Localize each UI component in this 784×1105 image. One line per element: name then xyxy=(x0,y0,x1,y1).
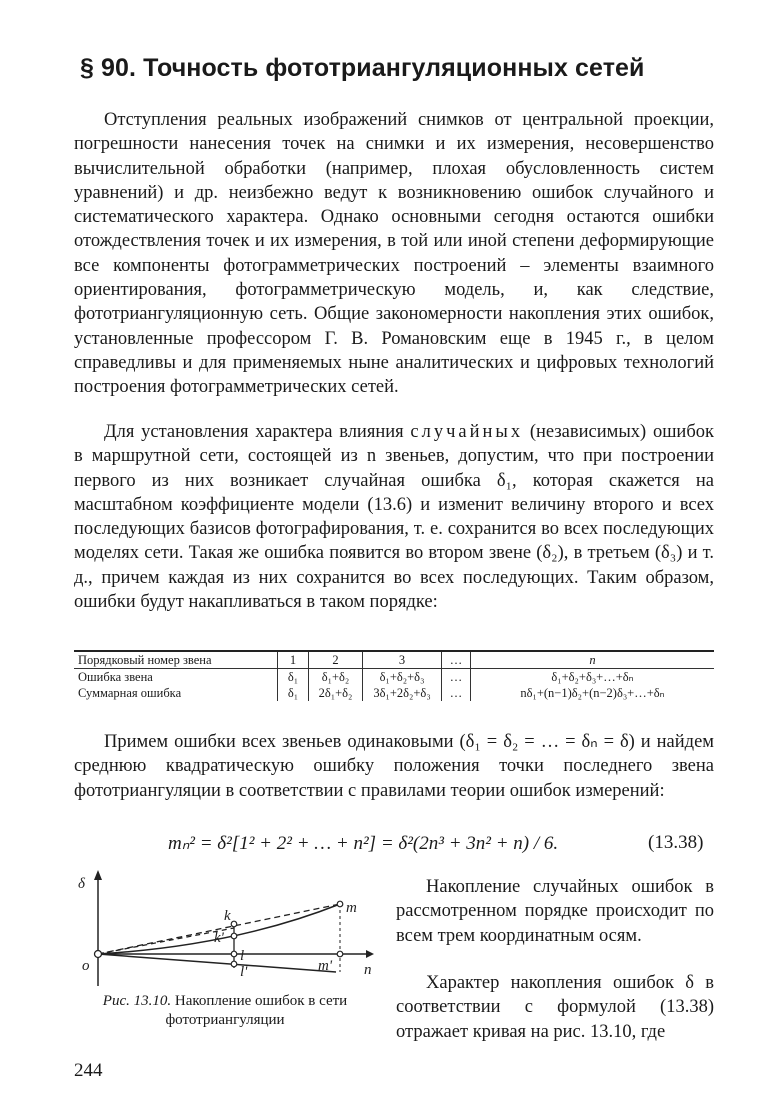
table-cell: Суммарная ошибка xyxy=(74,685,278,701)
table-cell: δ₁+δ₂+δ₃ xyxy=(363,669,442,686)
point-m xyxy=(337,901,343,907)
formula-number: (13.38) xyxy=(648,832,704,853)
table-cell: 2 xyxy=(309,651,363,669)
paragraph-accumulation xyxy=(74,420,714,614)
paragraph-intro: Отступления реальных изображений снимков от центральной проекции, погрешности нанесения точек на снимки и их измерения, несовершенство вычислительной обработки (например, плохая обусловленность систем уравнений) и др. неизбежно ведут к возникновению ошибок случайного и систематического характера. Однако основными сегодня остаются ошибки отождествления точек и их измерения, в той или иной степени деформирующие все компоненты фотограмметрических построений – элементы взаимного ориентирования, фотограмметрическую модель, и, как следствие, фототриангуляционную сеть. Общие закономерности накопления этих ошибок, установленные профессором Г. В. Романовским еще в 1945 г., в целом справедливы и для применяемых ныне аналитических и цифровых технологий построения фотограмметрических сетей. xyxy=(74,110,714,398)
error-accumulation-diagram xyxy=(74,868,374,988)
label-n: n xyxy=(364,962,372,978)
table-cell: 3δ₁+2δ₂+δ₃ xyxy=(363,685,442,701)
table-cell: δ₁ xyxy=(278,685,309,701)
table-cell: 3 xyxy=(363,651,442,669)
table-cell: δ₁+δ₂+δ₃+…+δₙ xyxy=(471,669,715,686)
paragraph-text-after: (независимых) ошибок в маршрутной сети, состоящей из n звеньев, допустим, что при построении первого из них возникает случайная ошибка δ₁, которая скажется на масштабном коэффициенте модели (13.6) и изменит величину второго и всех последующих базисов фотографирования, т. е. сохранится во всех последующих моделях сети. Такая же ошибка появится во втором звене (δ₂), в третьем (δ₃) и т. д., причем каждая из них сохранится во всех последующих. Таким образом, ошибки будут накапливаться в таком порядке: xyxy=(74,422,714,613)
label-l: l xyxy=(240,948,245,964)
point-l xyxy=(231,951,237,957)
y-axis-arrow xyxy=(94,870,102,880)
table-cell: n xyxy=(471,651,715,669)
table-cell: … xyxy=(442,651,471,669)
table-cell: nδ₁+(n−1)δ₂+(n−2)δ₃+…+δₙ xyxy=(471,685,715,701)
section-heading: § 90. Точность фототриангуляционных сетей xyxy=(80,54,645,82)
table-cell: δ₁ xyxy=(278,669,309,686)
table-cell: δ₁+δ₂ xyxy=(309,669,363,686)
paragraph-text-before: Для установления характера влияния xyxy=(104,422,411,442)
table-row xyxy=(74,685,714,701)
table-cell: Ошибка звена xyxy=(74,669,278,686)
point-k-prime xyxy=(231,933,237,939)
table-cell: … xyxy=(442,669,471,686)
label-l-prime: l' xyxy=(240,964,248,980)
point-m-prime xyxy=(337,951,343,957)
table-row xyxy=(74,669,714,686)
point-l-prime xyxy=(231,961,237,967)
table-cell: … xyxy=(442,685,471,701)
side-paragraph-1: Накопление случайных ошибок в рассмотренном порядке происходит по всем трем координатным осям. xyxy=(396,877,714,946)
label-k: k xyxy=(224,908,231,924)
label-m-prime: m' xyxy=(318,958,333,974)
label-m: m xyxy=(346,900,357,916)
formula: mₙ² = δ²[1² + 2² + … + n²] = δ²(2n³ + 3n² + n) / 6. xyxy=(168,833,559,854)
paragraph-assumption: Примем ошибки всех звеньев одинаковыми (δ₁ = δ₂ = … = δₙ = δ) и найдем среднюю квадратическую ошибку положения точки последнего звена фототриангуляции в соответствии с правилами теории ошибок измерений: xyxy=(74,732,714,801)
x-axis-arrow xyxy=(366,950,374,958)
figure-caption xyxy=(90,992,360,1030)
point-o xyxy=(95,951,102,958)
table-row xyxy=(74,651,714,669)
side-paragraph-2: Характер накопления ошибок δ в соответствии с формулой (13.38) отражает кривая на рис. 13.10, где xyxy=(396,973,714,1042)
error-table xyxy=(74,650,714,701)
emphasized-word: случайных xyxy=(410,422,524,442)
page-number: 244 xyxy=(74,1060,103,1081)
table-cell: 1 xyxy=(278,651,309,669)
line-lower xyxy=(98,954,336,972)
point-k xyxy=(231,921,237,927)
table-cell: Порядковый номер звена xyxy=(74,651,278,669)
caption-label: Рис. 13.10. xyxy=(102,993,172,1009)
label-delta: δ xyxy=(78,876,85,892)
table-cell: 2δ₁+δ₂ xyxy=(309,685,363,701)
label-o: o xyxy=(82,958,90,974)
caption-text: Накопление ошибок в сети фототриангуляции xyxy=(165,993,348,1028)
label-k-prime: k' xyxy=(214,930,224,946)
